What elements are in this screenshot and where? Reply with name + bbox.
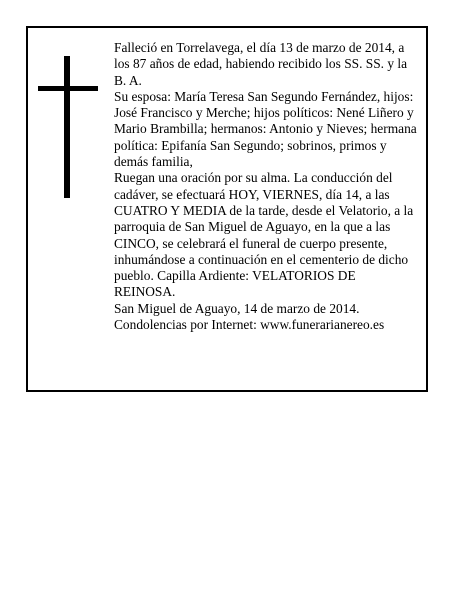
obituary-notice [26, 26, 428, 392]
obituary-text [114, 40, 420, 333]
condolences-line: Condolencias por Internet: www.funerarianereo.es [114, 317, 385, 333]
place-date: San Miguel de Aguayo, 14 de marzo de 2014. [114, 300, 360, 316]
family-list: Su esposa: María Teresa San Segundo Fernández, hijos: José Francisco y Merche; hijos políticos: Nené Liñero y Mario Brambilla; hermanos: Antonio y Nieves; hermana política: Epifanía San Segundo; sobrinos, primos y demás familia, [114, 88, 417, 170]
funeral-details: Ruegan una oración por su alma. La conducción del cadáver, se efectuará HOY, VIERNES, día 14, a las CUATRO Y MEDIA de la tarde, desde el Velatorio, a la parroquia de San Miguel de Aguayo, en la que a las CINCO, se celebrará el funeral de cuerpo presente, inhumándose a continuación en el cementerio de dicho pueblo. Capilla Ardiente: VELATORIOS DE REINOSA. [114, 170, 414, 300]
death-announcement: Falleció en Torrelavega, el día 13 de marzo de 2014, a los 87 años de edad, habiendo recibido los SS. SS. y la B. A. [114, 40, 408, 88]
cross-icon [38, 56, 98, 198]
